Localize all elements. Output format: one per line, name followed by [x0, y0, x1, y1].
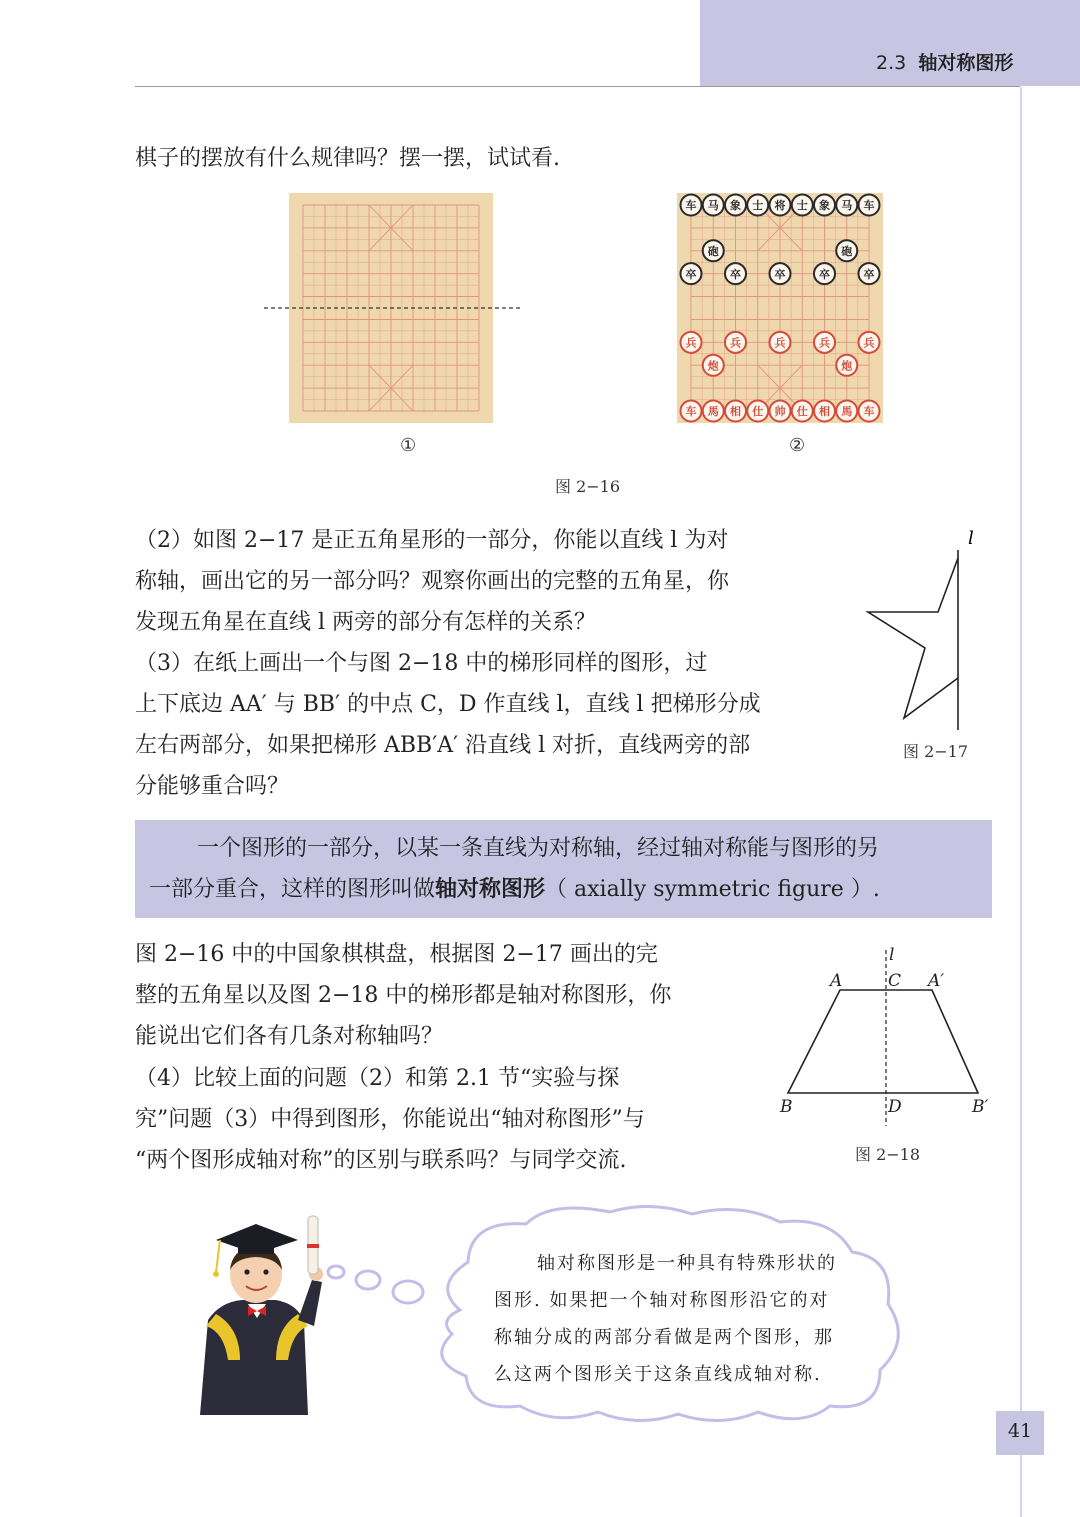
svg-text:卒: 卒: [819, 267, 830, 281]
figure-caption-2-17: 图 2−17: [903, 742, 969, 761]
red-soldier[interactable]: [725, 332, 746, 353]
black-piece[interactable]: [792, 195, 813, 216]
empty-chessboard: [262, 193, 522, 425]
question-2-line-2: 称轴，画出它的另一部分吗？观察你画出的完整的五角星，你: [135, 569, 730, 594]
black-piece[interactable]: [814, 195, 835, 216]
question-4-line-2: 究”问题（3）中得到图形，你能说出“轴对称图形”与: [135, 1107, 645, 1132]
margin-rule: [1020, 87, 1022, 1517]
black-piece[interactable]: [859, 195, 880, 216]
question-2-line-3: 发现五角星在直线 l 两旁的部分有怎样的关系？: [135, 610, 597, 635]
question-3-line-2: 上下底边 AA′ 与 BB′ 的中点 C，D 作直线 l，直线 l 把梯形分成: [135, 692, 761, 717]
running-header: [876, 48, 1013, 75]
paragraph-line-1: 图 2−16 中的中国象棋棋盘，根据图 2−17 画出的完: [135, 942, 658, 967]
svg-text:象: 象: [730, 199, 741, 213]
svg-text:炮: 炮: [707, 359, 719, 373]
svg-text:兵: 兵: [730, 336, 741, 350]
black-cannon[interactable]: [836, 240, 857, 261]
label-C: C: [888, 971, 902, 991]
svg-text:车: 车: [863, 199, 875, 213]
label-B: B: [780, 1097, 793, 1117]
red-piece[interactable]: [681, 401, 702, 422]
svg-text:砲: 砲: [841, 244, 853, 258]
svg-text:车: 车: [685, 405, 697, 419]
red-piece[interactable]: [836, 401, 857, 422]
red-piece[interactable]: [814, 401, 835, 422]
svg-text:兵: 兵: [819, 336, 830, 350]
black-piece[interactable]: [770, 195, 791, 216]
svg-text:士: 士: [796, 199, 808, 213]
red-cannon[interactable]: [836, 355, 857, 376]
svg-text:象: 象: [819, 199, 830, 213]
red-cannon[interactable]: [703, 355, 724, 376]
svg-text:仕: 仕: [796, 405, 808, 419]
red-piece[interactable]: [725, 401, 746, 422]
svg-text:士: 士: [752, 199, 764, 213]
svg-text:炮: 炮: [841, 359, 853, 373]
axis-label-l: l: [968, 528, 974, 549]
svg-text:卒: 卒: [685, 267, 697, 281]
svg-text:马: 马: [707, 199, 719, 213]
black-cannon[interactable]: [703, 240, 724, 261]
red-piece[interactable]: [792, 401, 813, 422]
black-piece[interactable]: [703, 195, 724, 216]
black-soldier[interactable]: [814, 263, 835, 284]
label-B-prime: B′: [972, 1097, 989, 1117]
red-piece[interactable]: [747, 401, 768, 422]
svg-text:车: 车: [685, 199, 697, 213]
red-piece[interactable]: [859, 401, 880, 422]
svg-text:卒: 卒: [730, 267, 741, 281]
svg-text:相: 相: [819, 405, 830, 419]
bubble-line-1: 轴对称图形是一种具有特殊形状的: [537, 1253, 837, 1274]
svg-text:将: 将: [774, 199, 786, 213]
black-piece[interactable]: [725, 195, 746, 216]
header-rule: [135, 86, 1020, 87]
black-soldier[interactable]: [725, 263, 746, 284]
figure-caption-2-18: 图 2−18: [855, 1145, 921, 1164]
svg-text:相: 相: [730, 405, 741, 419]
section-title: 轴对称图形: [918, 52, 1014, 74]
label-A-prime: A′: [928, 971, 945, 991]
bubble-line-3: 称轴分成的两部分看做是两个图形，那: [494, 1327, 834, 1348]
question-4-line-3: “两个图形成轴对称”的区别与联系吗？与同学交流.: [135, 1148, 627, 1173]
red-soldier[interactable]: [859, 332, 880, 353]
figure-label-1: ①: [400, 435, 417, 456]
red-piece[interactable]: [770, 401, 791, 422]
half-star-figure: [860, 520, 990, 740]
definition-term: 轴对称图形: [435, 877, 546, 902]
section-number: 2.3: [876, 52, 907, 74]
red-soldier[interactable]: [681, 332, 702, 353]
black-piece[interactable]: [681, 195, 702, 216]
definition-line-2: 一部分重合，这样的图形叫做轴对称图形（ axially symmetric figure ）.: [149, 877, 880, 902]
figure-caption-2-16: 图 2−16: [555, 477, 621, 496]
bubble-line-2: 图形. 如果把一个轴对称图形沿它的对: [494, 1290, 830, 1311]
svg-text:馬: 馬: [707, 405, 719, 419]
black-piece[interactable]: [747, 195, 768, 216]
svg-text:兵: 兵: [685, 336, 697, 350]
label-A: A: [830, 971, 843, 991]
paragraph-line-2: 整的五角星以及图 2−18 中的梯形都是轴对称图形，你: [135, 983, 672, 1008]
red-soldier[interactable]: [814, 332, 835, 353]
question-3-line-3: 左右两部分，如果把梯形 ABB′A′ 沿直线 l 对折，直线两旁的部: [135, 733, 751, 758]
svg-text:卒: 卒: [774, 267, 786, 281]
svg-text:馬: 馬: [841, 405, 853, 419]
svg-text:帅: 帅: [774, 405, 786, 419]
svg-text:兵: 兵: [863, 336, 875, 350]
svg-text:砲: 砲: [707, 244, 719, 258]
red-piece[interactable]: [703, 401, 724, 422]
question-4-line-1: （4）比较上面的问题（2）和第 2.1 节“实验与探: [135, 1066, 620, 1091]
intro-text: 棋子的摆放有什么规律吗？摆一摆，试试看.: [135, 146, 560, 171]
label-l: l: [889, 945, 895, 965]
page-number: 41: [1007, 1420, 1033, 1442]
svg-text:卒: 卒: [863, 267, 875, 281]
black-soldier[interactable]: [770, 263, 791, 284]
definition-text: [135, 828, 880, 910]
graduate-child-illustration: [180, 1210, 330, 1415]
question-2-line-1: （2）如图 2−17 是正五角星形的一部分，你能以直线 l 为对: [135, 528, 729, 553]
black-soldier[interactable]: [681, 263, 702, 284]
svg-text:车: 车: [863, 405, 875, 419]
black-piece[interactable]: [836, 195, 857, 216]
trapezoid-figure: [770, 938, 1000, 1128]
svg-text:仕: 仕: [752, 405, 764, 419]
paragraph-line-3: 能说出它们各有几条对称轴吗？: [135, 1024, 444, 1049]
question-3-line-4: 分能够重合吗？: [135, 774, 290, 799]
bubble-line-4: 么这两个图形关于这条直线成轴对称.: [494, 1364, 822, 1385]
red-soldier[interactable]: [770, 332, 791, 353]
definition-line-1: 一个图形的一部分，以某一条直线为对称轴，经过轴对称能与图形的另: [197, 836, 880, 861]
svg-text:兵: 兵: [774, 336, 786, 350]
svg-text:马: 马: [841, 199, 853, 213]
figure-label-2: ②: [789, 435, 806, 456]
black-soldier[interactable]: [859, 263, 880, 284]
label-D: D: [888, 1097, 902, 1117]
question-3-line-1: （3）在纸上画出一个与图 2−18 中的梯形同样的图形，过: [135, 651, 708, 676]
set-chessboard: [676, 193, 884, 425]
